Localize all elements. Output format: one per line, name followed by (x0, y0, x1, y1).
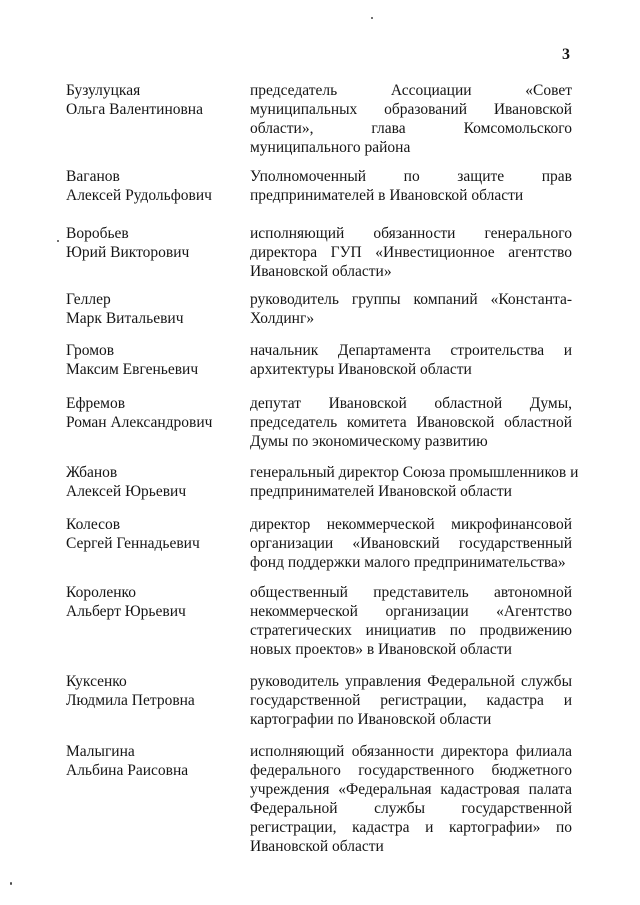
member-name (66, 463, 236, 501)
member-surname: Короленко (66, 584, 137, 601)
member-surname: Колесов (66, 516, 121, 533)
role-line: учреждения «Федеральная кадастровая палата (250, 781, 572, 798)
member-given-name: Юрий Викторович (66, 244, 190, 261)
member-name (66, 583, 236, 621)
member-role (250, 583, 572, 659)
member-role (250, 742, 572, 856)
member-given-name: Ольга Валентиновна (66, 101, 203, 118)
member-name (66, 742, 236, 780)
member-role (250, 515, 572, 572)
role-line: общественный представитель автономной (250, 584, 572, 601)
role-line: председатель Ассоциации «Совет (250, 82, 572, 99)
role-line: Холдинг» (250, 310, 315, 327)
role-line: федерального государственного бюджетного (250, 762, 572, 779)
role-line: начальник Департамента строительства и (250, 342, 572, 359)
member-surname: Воробьев (66, 225, 129, 242)
role-line: директора ГУП «Инвестиционное агентство (250, 244, 572, 261)
role-line: предпринимателей Ивановской области (250, 483, 512, 500)
member-surname: Малыгина (66, 743, 135, 760)
member-name (66, 224, 236, 262)
role-line: картографии по Ивановской области (250, 711, 492, 728)
role-line: стратегических инициатив по продвижению (250, 622, 572, 639)
scan-speck (371, 17, 373, 19)
role-line: архитектуры Ивановской области (250, 361, 472, 378)
role-line: исполняющий обязанности директора филиала (250, 743, 572, 760)
member-role (250, 167, 572, 205)
member-given-name: Роман Александрович (66, 414, 213, 431)
member-role (250, 224, 572, 281)
scan-speck (10, 882, 12, 885)
member-given-name: Алексей Рудольфович (66, 187, 212, 204)
role-line: председатель комитета Ивановской областной (250, 414, 572, 431)
role-line: Ивановской области» (250, 263, 392, 280)
member-given-name: Алексей Юрьевич (66, 483, 187, 500)
member-surname: Бузулуцкая (66, 82, 141, 99)
member-role (250, 341, 572, 379)
member-given-name: Альберт Юрьевич (66, 603, 186, 620)
member-role (250, 394, 572, 451)
member-role (250, 81, 572, 157)
role-line: некоммерческой организации «Агентство (250, 603, 572, 620)
page-number: 3 (562, 46, 570, 63)
member-name (66, 515, 236, 553)
member-surname: Геллер (66, 291, 111, 308)
member-name (66, 672, 236, 710)
role-line: генеральный директор Союза промышленников и (250, 464, 579, 481)
role-line: предпринимателей в Ивановской области (250, 187, 524, 204)
member-name (66, 81, 236, 119)
member-role (250, 463, 579, 501)
role-line: депутат Ивановской областной Думы, (250, 395, 572, 412)
member-name (66, 167, 236, 205)
member-surname: Ваганов (66, 168, 120, 185)
member-given-name: Людмила Петровна (66, 692, 195, 709)
role-line: Думы по экономическому развитию (250, 433, 488, 450)
role-line: исполняющий обязанности генерального (250, 225, 572, 242)
member-role (250, 672, 572, 729)
member-name (66, 290, 236, 328)
role-line: организации «Ивановский государственный (250, 535, 572, 552)
member-surname: Куксенко (66, 673, 127, 690)
scan-speck (57, 240, 59, 242)
role-line: муниципального района (250, 139, 411, 156)
member-name (66, 394, 236, 432)
role-line: директор некоммерческой микрофинансовой (250, 516, 572, 533)
member-surname: Жбанов (66, 464, 118, 481)
role-line: руководитель управления Федеральной службы (250, 673, 572, 690)
role-line: области», глава Комсомольского (250, 120, 572, 137)
member-given-name: Альбина Раисовна (66, 762, 189, 779)
role-line: регистрации, кадастра и картографии» по (250, 819, 572, 836)
member-role (250, 290, 572, 328)
role-line: фонд поддержки малого предпринимательства» (250, 554, 566, 571)
role-line: муниципальных образований Ивановской (250, 101, 572, 118)
member-given-name: Сергей Геннадьевич (66, 535, 200, 552)
role-line: Федеральной службы государственной (250, 800, 572, 817)
member-name (66, 341, 236, 379)
role-line: Уполномоченный по защите прав (250, 168, 572, 185)
member-given-name: Максим Евгеньевич (66, 361, 199, 378)
member-surname: Громов (66, 342, 115, 359)
member-surname: Ефремов (66, 395, 126, 412)
role-line: новых проектов» в Ивановской области (250, 641, 512, 658)
role-line: руководитель группы компаний «Константа- (250, 291, 572, 308)
role-line: Ивановской области (250, 838, 384, 855)
member-given-name: Марк Витальевич (66, 310, 184, 327)
role-line: государственной регистрации, кадастра и (250, 692, 572, 709)
